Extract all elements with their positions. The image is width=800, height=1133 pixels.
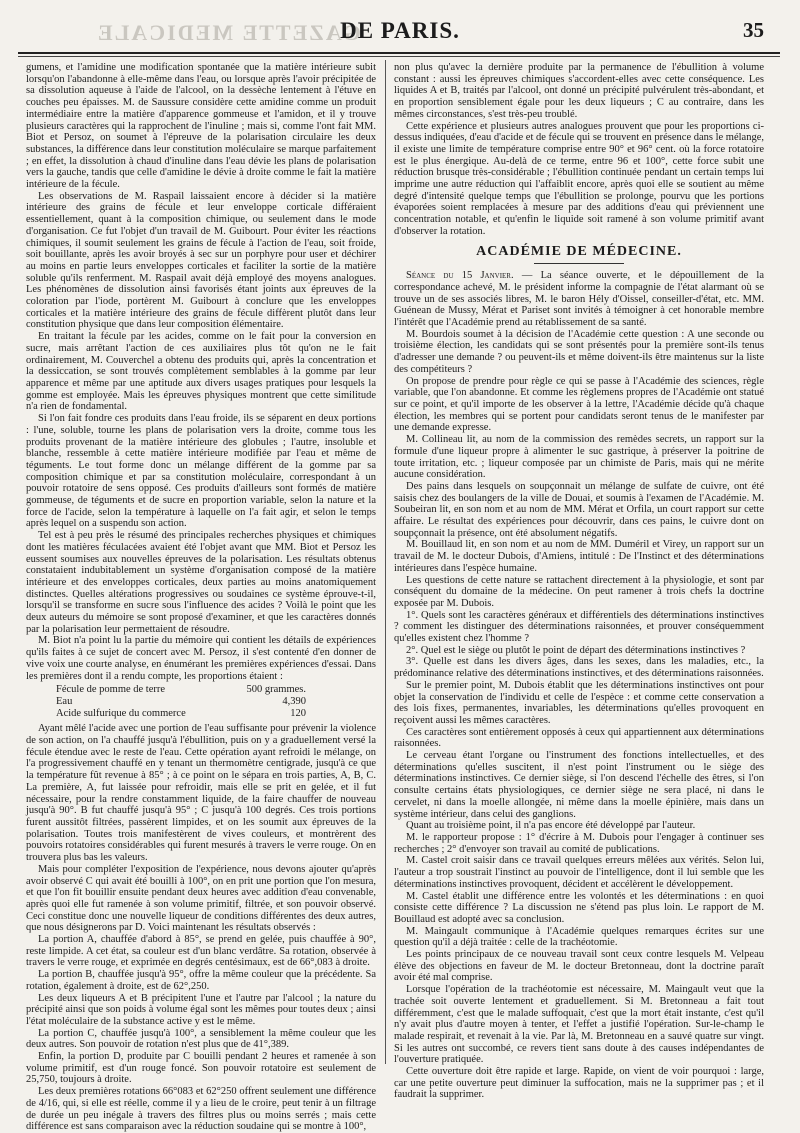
paragraph: Les points principaux de ce nouveau travail sont ceux contre lesquels M. Velpeau élève des objections en faveur de M. le docteur Bretonneau, dont la doctrine paraît avoir été mal comprise.	[394, 949, 764, 984]
paragraph: En traitant la fécule par les acides, comme on le fait pour la conversion en sucre, mais arrêtant l'action de ces auxiliaires plus tôt qu'on ne le fait ordinairement, M. Couverchel a obtenu des produits qui, après la concentration et la dessiccation, se sont trouvés complètement semblables à la gomme par leur apparence et même par une aptitude aux divers usages pratiques pour lesquels la gomme est employée. Mais les épreuves physiques montrent que cette similitude n'a rien de fondamental.	[26, 331, 376, 413]
masthead-rule-thin	[18, 56, 780, 57]
table-row	[56, 684, 306, 696]
proportions-table	[56, 684, 306, 719]
page-number: 35	[743, 18, 764, 42]
paragraph: On propose de prendre pour règle ce qui se passe à l'Académie des sciences, règle variable, que l'on abandonne. Et comme les règlemens propres de l'Académie ont statué sur ce point, et qu'il importe de les observer à la lettre, l'Académie décide qu'à chaque élection, les membres qui se portent pour candidats seront tenus de le manifester par une demande expresse.	[394, 375, 764, 434]
paragraph: M. Castel croit saisir dans ce travail quelques erreurs mêlées aux vérités. Selon lui, l'auteur a trop soustrait l'instinct au pouvoir de l'intelligence, dont il lui semble que les déterminations instinctives provoquent, décident et accélèrent le développement.	[394, 855, 764, 890]
paragraph: Cette expérience et plusieurs autres analogues prouvent que pour les proportions ci-dessus indiquées, d'eau d'acide et de fécule qui se trouvent en présence dans le mélange, il existe une limite de température comprise entre 90° et 96° cent. où la force rotatoire est le plus énergique. Au-delà de ce terme, entre 96 et 100°, cette force subit une réduction brusque très-considérable ; l'ébullition continuée pendant un certain temps lui imprime une autre réduction qui l'affaiblit encore, après quoi elle se soutient au même degré d'intensité quelque temps que l'ébullition se prolonge, pourvu que les portions évaporées soient remplacées à mesure par des additions d'eau qui préviennent une concentration notable, et qu'enfin le liquide soit ramené à son volume primitif avant d'observer la rotation.	[394, 120, 764, 237]
paragraph: Si l'on fait fondre ces produits dans l'eau froide, ils se séparent en deux portions : l'une, soluble, tourne les plans de polarisation vers la droite, comme tous les produits provenant de la matière intérieure des globules ; l'autre, insoluble et blanche, ressemble à cette matière intérieure modifiée par l'eau et même de téguments. Le tout forme donc un mélange différent de la gomme par sa composition chimique et par sa constitution moléculaire, correspondant à un pouvoir rotatoire de sens opposé. Ces produits d'ailleurs sont formés de matière gommeuse, de téguments et de sucre en proportion variable, selon la nature et la force de l'acide, selon la température à laquelle on l'a fait agir, et selon le temps après lequel on a suspendu son action.	[26, 413, 376, 530]
paragraph: M. Bouillaud lit, en son nom et au nom de MM. Duméril et Virey, un rapport sur un travail de M. le docteur Dubois, d'Amiens, intitulé : De l'Instinct et des déterminations intérieures dans l'espèce humaine.	[394, 539, 764, 574]
paragraph: Cette ouverture doit être rapide et large. Rapide, on vient de voir pourquoi : large, car une petite ouverture peut diminuer la suffocation, mais ne la supprimer pas ; et il faudrait la supprimer.	[394, 1066, 764, 1101]
paragraph: 2°. Quel est le siège ou plutôt le point de départ des déterminations instinctives ?	[406, 644, 746, 656]
column-divider	[385, 60, 386, 1064]
table-row	[56, 708, 306, 720]
paragraph: Sur le premier point, M. Dubois établit que les déterminations instinctives ont pour objet la conservation de l'individu et celle de l'espèce : et comme cette conservation a des lois fixes, permanentes, invariables, les déterminations qu'elles provoquent en reçoivent aussi les mêmes caractères.	[394, 679, 764, 726]
masthead-title: DE PARIS.	[340, 18, 460, 43]
table-label: Acide sulfurique du commerce	[56, 707, 186, 719]
right-column	[394, 62, 765, 1101]
table-label: Eau	[56, 695, 73, 707]
bleed-through-text: GAZETTE MEDICALE	[96, 20, 361, 45]
heading-rule	[534, 263, 624, 264]
paragraph: Les deux liqueurs A et B précipitent l'une et l'autre par l'alcool ; la nature du précipité ainsi que son poids à volume égal sont les mêmes pour toutes deux ; ainsi l'état moléculaire de la substance active y est le même.	[26, 992, 376, 1027]
paragraph: Des pains dans lesquels on soupçonnait un mélange de sulfate de cuivre, ont été saisis chez des boulangers de la ville de Douai, et soumis à l'examen de l'Académie. M. Soubeiran lit, en son nom et au nom de MM. Mérat et Orfila, un court rapport sur cette affaire. Le résultat des expériences pour découvrir, dans ces pains, le cuivre dont on soupçonnait la présence, ont été absolument négatifs.	[394, 480, 764, 539]
paragraph: Ces caractères sont entièrement opposés à ceux qui appartiennent aux déterminations raisonnées.	[394, 726, 764, 750]
table-value: 120	[290, 707, 306, 719]
paragraph: M. Collineau lit, au nom de la commission des remèdes secrets, un rapport sur la formule d'une liqueur propre à alimenter le suc gastrique, à préserver la poitrine de toute irritation, etc. ; liqueur composée par un chimiste de Paris, mais qui ne mérite aucune considération.	[394, 434, 764, 481]
paragraph: non plus qu'avec la dernière produite par la permanence de l'ébullition à volume constant : aussi les épreuves chimiques s'accordent-elles avec cette conséquence. Les liquides A et B, traités par l'alcool, ont donné un précipité pulvérulent très-abondant, et en proportion sensiblement égale pour les deux liqueurs ; C au contraire, dans les mêmes circonstances, s'est très-peu troublé.	[394, 62, 764, 120]
paragraph: 1°. Quels sont les caractères généraux et différentiels des déterminations instinctives ? comment les distinguer des déterminations raisonnées, et prouver conséquemment qu'elles existent chez l'homme ?	[394, 609, 764, 645]
table-row	[56, 696, 306, 708]
paragraph: Les observations de M. Raspail laissaient encore à décider si la matière intérieure des grains de fécule et leur enveloppe corticale différaient essentiellement, quant à la composition chimique, ou seulement dans le mode d'organisation. Ce fut l'objet d'un travail de M. Guibourt. Pour éviter les réactions chimiques, il soumit seulement les grains de fécule à l'action de l'eau, soit froide, soit bouillante, après les avoir broyés à sec sur un porphyre pour user et déchirer au moins en partie leurs enveloppes corticales et faciliter la sortie de la matière soluble qu'ils renferment. M. Raspail avait déjà employé des moyens analogues. Les phénomènes de dissolution ainsi favorisés étant joints aux épreuves de la coloration par l'iode, portèrent M. Guibourt à conclure que les enveloppes corticales et la matière intérieure des grains de fécule diffèrent plutôt dans leur constitution physique que dans leur composition élémentaire.	[26, 190, 376, 331]
paragraph: Quant au troisième point, il n'a pas encore été développé par l'auteur.	[406, 820, 696, 832]
paragraph: gumens, et l'amidine une modification spontanée que la matière intérieure subit lorsqu'on l'abandonne à elle-même dans l'eau, ou lorsque après l'avoir précipitée de sa dissolution aqueuse à l'aide de l'alcool, on la dessèche lentement à l'étuve en couches peu épaisses. M. de Saussure considère cette amidine comme un produit intermédiaire entre la matière d'apparence gommeuse et l'amidon, et il y trouve plusieurs caractères qui la rapprochent de l'inuline ; mais si, comme l'ont fait MM. Biot et Persoz, on soumet à l'épreuve de la polarisation circulaire les deux substances, la différence dans leur constitution moléculaire se marque parfaitement ; en effet, la dissolution à chaud d'inuline dans l'eau dévie les plans de polarisation vers la gauche, tandis que celle d'amidine le dévie à droite comme le fait la matière intérieure de la fécule.	[26, 62, 376, 191]
paragraph: Lorsque l'opération de la trachéotomie est nécessaire, M. Maingault veut que la trachée soit ouverte lentement et graduellement. Si M. Bretonneau a fait tout différemment, c'est que le malade suffoquait, c'est que la mort était instante, c'est qu'il n'y avait plus d'autre moyen à tenter, et l'effet a justifié l'opération. Sur-le-champ le malade respirait, et revenait à la vie. Par là, M. Bretonneau en a sauvé quatre sur vingt. Si les autres ont succombé, ce revers tient sans doute à des causes indépendantes de l'ouverture pratiquée.	[394, 984, 764, 1066]
paragraph: Tel est à peu près le résumé des principales recherches physiques et chimiques dont les matières féculacées avaient été l'objet avant que MM. Biot et Persoz les eussent soumises aux nouvelles épreuves de la polarisation. Les résultats obtenus constataient indubitablement un système d'organisation composé de la matière intérieure et des enveloppes corticales, deux parties au moins anatomiquement distinctes. Quelles altérations progressives ou soudaines ce système éprouve-t-il, lorsqu'il se transforme en sucre sous l'influence des acides ? Voilà le point que les deux auteurs du mémoire se sont proposé d'examiner, et que les caractères donnés par la polarisation leur permettaient de résoudre.	[26, 530, 376, 635]
paragraph: M. Castel établit une différence entre les volontés et les déterminations : en quoi consiste cette différence ? La discussion ne s'étend pas plus loin. Le rapport de M. Bouillaud est adopté avec sa conclusion.	[394, 890, 764, 925]
table-value: 4,390	[282, 695, 306, 707]
table-label: Fécule de pomme de terre	[56, 684, 166, 696]
paragraph: Les questions de cette nature se rattachent directement à la physiologie, et sont par conséquent du domaine de la médecine. On peut ramener à trois chefs la doctrine exposée par M. Dubois.	[394, 574, 764, 609]
paragraph: Enfin, la portion D, produite par C bouilli pendant 2 heures et ramenée à son volume primitif, est d'un rouge foncé. Son pouvoir rotatoire est seulement de 25,750, toujours à droite.	[26, 1051, 376, 1086]
paragraph: La portion C, chauffée jusqu'à 100°, a sensiblement la même couleur que les deux autres. Son pouvoir de rotation n'est plus que de 41°,389.	[26, 1027, 376, 1051]
left-column	[26, 62, 376, 1133]
paragraph: La portion B, chauffée jusqu'à 95°, offre la même couleur que la précédente. Sa rotation, également à droite, est de 62°,250.	[26, 969, 376, 992]
table-value: 500 grammes.	[246, 684, 306, 696]
section-heading: ACADÉMIE DE MÉDECINE.	[476, 243, 682, 259]
paragraph: M. Bourdois soumet à la décision de l'Académie cette question : A une seconde ou troisième élection, les candidats qui se sont présentés pour la première sont-ils tenus d'adresser une demande ? ou peuvent-ils et même doivent-ils être maintenus sur la liste des compétiteurs ?	[394, 328, 764, 375]
paragraph: Les deux premières rotations 66°083 et 62°250 offrent seulement une différence de 4/16, qui, si elle est réelle, comme il y a lieu de le croire, peut tenir à un filtrage de durée un peu inégale à travers des filtres plus ou moins serrés ; mais cette différence est sans comparaison avec la réduction soudaine qui se montre à 100°,	[26, 1086, 376, 1133]
paragraph: M. Maingault communique à l'Académie quelques remarques écrites sur une question qu'il a déjà traitée : celle de la trachéotomie.	[394, 925, 764, 949]
paragraph-text: — La séance ouverte, et le dépouillement de la correspondance achevé, M. le président informe la compagnie de l'état alarmant où se trouve un de ses associés libres, M. le baron Hély d'Oissel, conseiller-d'état, etc. MM. Guénean de Mussy, Mérat et Pariset sont invités à témoigner à cet honorable membre l'intérêt que l'Académie prend au rétablissement de sa santé.	[394, 270, 765, 329]
masthead-rule	[18, 52, 780, 54]
paragraph: Le cerveau étant l'organe ou l'instrument des fonctions intellectuelles, et des déterminations qu'elles suscitent, il n'est point l'instrument ou le siège des déterminations instinctives. Ce dernier siège, si l'on descend l'échelle des êtres, si l'on consulte certains états physiologiques, ce dernier siège ne sera placé, ni dans le cervelet, ni dans la moelle allongée, ni même dans la moelle épinière, mais dans un système intérieur, dans celui des ganglions.	[394, 750, 764, 820]
paragraph: M. le rapporteur propose : 1° d'écrire à M. Dubois pour l'engager à continuer ses recherches ; 2° d'envoyer son travail au comité de publications.	[394, 832, 764, 855]
paragraph: Mais pour compléter l'exposition de l'expérience, nous devons ajouter qu'après avoir observé C qui avait été bouilli à 100°, on en prit une portion que l'on mesura, et que l'on fit bouillir ensuite pendant deux heures avec addition d'eau convenable, après quoi elle fut ramenée à son volume primitif, filtrée, et son pouvoir observé. Ceci constitue donc une nouvelle liqueur de conditions différentes des deux autres, que nous désignerons par D. Voici maintenant les résultats observés :	[26, 863, 376, 934]
session-label: Séance du 15 Janvier.	[406, 270, 514, 282]
paragraph: La portion A, chauffée d'abord à 85°, se prend en gelée, puis chauffée à 90°, reste limpide. A cet état, sa couleur est d'un blanc verdâtre. Sa rotation, observée à travers le verre rouge, et exprimée en degrés centésimaux, est de 66°,083 à droite.	[26, 934, 376, 969]
masthead	[0, 18, 800, 44]
session-paragraph	[394, 270, 764, 329]
paragraph: Ayant mêlé l'acide avec une portion de l'eau suffisante pour prévenir la violence de son action, on l'a chauffé jusqu'à l'ébullition, puis on y a graduellement versé la fécule étendue avec le reste de l'eau. Cette opération ayant refroidi le mélange, on l'a progressivement chauffé en y tenant un thermomètre centigrade, jusqu'à ce que la température fût revenue à 85° ; à ce point on le sépara en trois parties, A, B, C. La première, A, fut laissée pour refroidir, mais elle se prit en gelée, et il fut nécessaire, pour la rendre constamment liquide, de la faire chauffer de nouveau jusqu'à 90°. B fut chauffé jusqu'à 95° ; C jusqu'à 100 degrés. Ces trois portions furent aussitôt filtrées, passèrent limpides, et on les soumit aux épreuves de la polarisation. Toutes trois manifestèrent de vives couleurs, et montrèrent des pouvoirs rotatoires considérables qui furent mesurés à travers le verre rouge. On en trouvera plus bas les valeurs.	[26, 723, 376, 864]
paragraph: M. Biot n'a point lu la partie du mémoire qui contient les détails de expériences qu'ils faites à ce sujet de concert avec M. Persoz, il s'est contenté d'en donner de vive voix une courte analyse, en énumérant les premières expériences d'essai. Dans les premières dont il a rendu compte, les proportions étaient :	[26, 635, 376, 682]
paragraph: 3°. Quelle est dans les divers âges, dans les sexes, dans les maladies, etc., la prédominance relative des déterminations instinctives, et des déterminations raisonnées.	[394, 656, 764, 680]
